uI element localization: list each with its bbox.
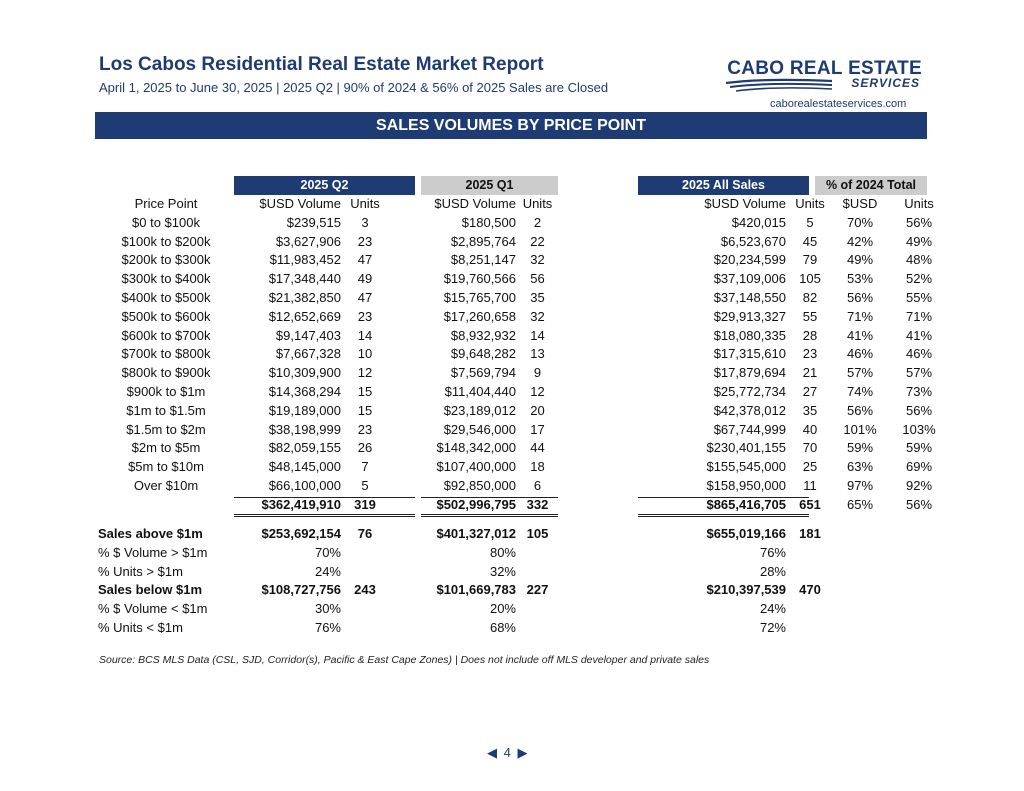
pct-usd-cell: 46%	[846, 346, 874, 362]
summary-q1u-cell: 105	[526, 526, 549, 541]
q2-volume-cell: $48,145,000	[268, 459, 341, 475]
pct-usd-cell: 41%	[846, 327, 874, 343]
total-double-rule-alla	[638, 514, 809, 515]
q2-units-cell: 15	[357, 383, 373, 399]
q1-volume-cell: $148,342,000	[436, 440, 516, 456]
pct-usd-cell: 63%	[846, 459, 874, 475]
source-note: Source: BCS MLS Data (CSL, SJD, Corridor(s), Pacific & East Cape Zones) | Does not include off MLS developer and private sales	[99, 654, 710, 666]
summary-row	[0, 600, 834, 619]
all-units-cell: 28	[802, 327, 818, 343]
q1-volume-cell: $17,260,658	[443, 308, 516, 324]
price-point-cell: $200k to $300k	[121, 252, 211, 268]
table-row	[0, 289, 952, 308]
q2-units-cell: 5	[361, 477, 369, 493]
q2-units-cell: 47	[357, 289, 373, 305]
summary-au-cell	[786, 600, 834, 619]
left-triangle-icon[interactable]: ◀	[487, 745, 497, 760]
q1-units-cell: 12	[530, 383, 545, 399]
all-volume-cell: $6,523,670	[720, 233, 786, 249]
q1-units-cell: 13	[530, 346, 545, 362]
q2-units-cell: 15	[357, 402, 373, 418]
q2-units-cell: 14	[357, 327, 373, 343]
price-point-cell: $5m to $10m	[128, 459, 204, 475]
q2-volume-cell: $239,515	[286, 214, 341, 230]
table-row	[0, 364, 952, 383]
table-row	[0, 439, 952, 458]
all-volume-cell: $20,234,599	[713, 252, 786, 268]
all-volume-cell: $67,744,999	[713, 421, 786, 437]
summary-q2v-cell: 70%	[314, 544, 341, 560]
pct-units-cell: 73%	[905, 383, 933, 399]
q2-volume-cell: $21,382,850	[268, 289, 341, 305]
summary-q2u-cell: 243	[354, 582, 376, 598]
q1-units-cell: 17	[530, 421, 545, 437]
col-pct-usd: $USD	[842, 196, 878, 211]
group-header-all-sales: 2025 All Sales	[638, 176, 809, 195]
q1-volume-cell: $8,932,932	[450, 327, 516, 343]
summary-av-cell: 76%	[759, 544, 786, 560]
q1-volume-cell: $23,189,012	[443, 402, 516, 418]
all-volume-cell: $420,015	[731, 214, 786, 230]
all-units-cell: 82	[802, 289, 818, 305]
col-q2-units: Units	[350, 196, 380, 211]
pct-units-cell: 57%	[905, 365, 933, 381]
summary-au-cell: 181	[799, 526, 821, 541]
q2-units-cell: 10	[357, 346, 373, 362]
pct-usd-cell: 70%	[846, 214, 874, 230]
pct-units-cell: 56%	[905, 214, 933, 230]
summary-q1u-cell	[516, 563, 559, 582]
all-units-cell: 5	[806, 214, 814, 230]
all-volume-cell: $17,879,694	[713, 365, 786, 381]
company-logo	[724, 58, 924, 92]
all-units-cell: 45	[802, 233, 818, 249]
table-row	[0, 251, 952, 270]
q2-units-cell: 23	[357, 308, 373, 324]
summary-row	[0, 563, 834, 582]
price-point-cell: $800k to $900k	[121, 365, 211, 381]
q1-units-cell: 32	[530, 308, 545, 324]
q1-units-cell: 56	[530, 271, 545, 287]
page-navigator	[487, 745, 527, 761]
pct-usd-cell: 74%	[846, 383, 874, 399]
logo-text-line1: CABO REAL ESTATE	[727, 58, 922, 79]
q2-volume-cell: $14,368,294	[268, 383, 341, 399]
pct-units-cell: 59%	[905, 440, 933, 456]
summary-q1v-cell: 32%	[489, 563, 516, 579]
summary-q1u-cell	[516, 600, 559, 619]
all-volume-cell: $17,315,610	[713, 346, 786, 362]
pct-usd-cell: 56%	[846, 289, 874, 305]
all-units-cell: 55	[802, 308, 818, 324]
total-double-rule-allb	[638, 516, 809, 517]
all-volume-cell: $18,080,335	[713, 327, 786, 343]
group-header-pct-2024: % of 2024 Total	[815, 176, 927, 195]
col-price-point: Price Point	[134, 196, 198, 211]
all-units-cell: 35	[802, 402, 818, 418]
all-volume-cell: $158,950,000	[706, 477, 786, 493]
q2-volume-cell: $17,348,440	[268, 271, 341, 287]
pct-usd-cell: 59%	[846, 440, 874, 456]
q1-units-cell: 14	[530, 327, 545, 343]
pct-units-cell: 52%	[905, 271, 933, 287]
all-units-cell: 40	[802, 421, 818, 437]
col-all-units: Units	[795, 196, 825, 211]
summary-av-cell: $655,019,166	[706, 526, 786, 541]
summary-q1u-cell	[516, 544, 559, 563]
all-volume-cell: $37,109,006	[713, 271, 786, 287]
q2-volume-cell: $7,667,328	[275, 346, 341, 362]
pct-units-cell: 71%	[905, 308, 933, 324]
price-point-cell: $1.5m to $2m	[126, 421, 206, 437]
price-point-cell: $2m to $5m	[131, 440, 201, 456]
pct-usd-cell: 101%	[843, 421, 877, 437]
q2-units-cell: 49	[357, 271, 373, 287]
summary-av-cell: 28%	[759, 563, 786, 579]
pct-units-cell: 69%	[905, 459, 933, 475]
q2-volume-cell: $11,983,452	[269, 252, 341, 268]
q1-volume-cell: $2,895,764	[450, 233, 516, 249]
q1-volume-cell: $9,648,282	[450, 346, 516, 362]
total-rule-q1	[421, 497, 558, 498]
summary-table	[0, 525, 834, 638]
summary-q2u-cell	[341, 600, 389, 619]
table-row	[0, 477, 952, 496]
q1-units-cell: 22	[530, 233, 545, 249]
price-point-cell: $500k to $600k	[121, 308, 211, 324]
table-row	[0, 383, 952, 402]
price-point-cell: $400k to $500k	[121, 289, 211, 305]
page-number: 4	[503, 745, 511, 760]
summary-av-cell: 24%	[759, 601, 786, 617]
q1-units-cell: 9	[533, 365, 542, 381]
pct-units-cell: 46%	[905, 346, 933, 362]
total-double-rule-q1b	[421, 516, 558, 517]
q2-volume-cell: $82,059,155	[268, 440, 341, 456]
pct-usd-cell: 57%	[846, 365, 874, 381]
summary-q1v-cell: 68%	[489, 619, 516, 635]
total-q2u-cell: 319	[354, 496, 376, 512]
q2-volume-cell: $10,309,900	[268, 365, 341, 381]
q1-units-cell: 20	[530, 402, 545, 418]
summary-q2v-cell: $108,727,756	[261, 582, 341, 598]
q2-units-cell: 23	[357, 233, 373, 249]
logo-text-line2: SERVICES	[851, 76, 920, 90]
summary-q1v-cell: $101,669,783	[436, 582, 516, 598]
summary-row	[0, 544, 834, 563]
summary-label: % $ Volume > $1m	[98, 544, 208, 560]
price-point-cell: $100k to $200k	[121, 233, 211, 249]
q2-units-cell: 23	[357, 421, 373, 437]
pct-usd-cell: 71%	[846, 308, 874, 324]
price-point-cell: $700k to $800k	[121, 346, 211, 362]
table-row	[0, 458, 952, 477]
summary-q1u-cell: 227	[526, 582, 549, 598]
q2-volume-cell: $12,652,669	[268, 308, 341, 324]
summary-q2v-cell: 76%	[314, 619, 341, 635]
summary-label: % $ Volume < $1m	[98, 601, 208, 617]
summary-q2u-cell	[341, 563, 389, 582]
total-av-cell: $865,416,705	[706, 496, 786, 512]
group-header-q2: 2025 Q2	[234, 176, 415, 195]
q2-volume-cell: $38,198,999	[268, 421, 341, 437]
table-row	[0, 233, 952, 252]
pct-units-cell: 48%	[905, 252, 933, 268]
col-q1-units: Units	[522, 196, 553, 211]
all-units-cell: 11	[803, 477, 817, 493]
col-q1-volume: $USD Volume	[434, 196, 516, 211]
total-double-rule-q2b	[234, 516, 415, 517]
total-q1u-cell: 332	[526, 496, 549, 512]
table-row	[0, 421, 952, 440]
all-volume-cell: $25,772,734	[713, 383, 786, 399]
summary-av-cell: $210,397,539	[706, 582, 786, 598]
q1-units-cell: 44	[530, 440, 545, 456]
price-point-table	[0, 195, 952, 515]
total-rule-q2	[234, 497, 415, 498]
report-title: Los Cabos Residential Real Estate Market Report	[99, 54, 544, 75]
table-row	[0, 327, 952, 346]
price-point-cell: $1m to $1.5m	[126, 402, 206, 418]
summary-q1v-cell: 20%	[489, 601, 516, 617]
summary-q2v-cell: 24%	[314, 563, 341, 579]
total-pu-cell: 56%	[905, 496, 933, 512]
q1-volume-cell: $7,569,794	[450, 365, 516, 381]
pct-usd-cell: 42%	[846, 233, 874, 249]
q2-volume-cell: $19,189,000	[268, 402, 341, 418]
report-subtitle: April 1, 2025 to June 30, 2025 | 2025 Q2 | 90% of 2024 & 56% of 2025 Sales are Closed	[99, 80, 609, 95]
pct-units-cell: 41%	[905, 327, 933, 343]
summary-av-cell: 72%	[759, 619, 786, 635]
totals-row	[0, 496, 952, 515]
q1-volume-cell: $92,850,000	[443, 477, 516, 493]
right-triangle-icon[interactable]: ▶	[517, 745, 528, 760]
q2-units-cell: 7	[361, 459, 369, 475]
summary-q2v-cell: $253,692,154	[261, 526, 341, 541]
q1-volume-cell: $8,251,147	[450, 252, 516, 268]
q2-volume-cell: $3,627,906	[275, 233, 341, 249]
summary-q1v-cell: 80%	[489, 544, 516, 560]
website-link[interactable]: caborealestateservices.com	[770, 98, 907, 110]
q2-units-cell: 47	[357, 252, 373, 268]
q1-units-cell: 32	[530, 252, 545, 268]
table-row	[0, 270, 952, 289]
q2-units-cell: 26	[357, 440, 373, 456]
summary-label: % Units < $1m	[98, 619, 183, 635]
table-row	[0, 402, 952, 421]
all-units-cell: 70	[802, 440, 818, 456]
q1-units-cell: 2	[533, 214, 542, 230]
all-volume-cell: $155,545,000	[706, 459, 786, 475]
all-volume-cell: $42,378,012	[713, 402, 786, 418]
summary-au-cell	[786, 544, 834, 563]
all-volume-cell: $230,401,155	[706, 440, 786, 456]
total-pv-cell: 65%	[846, 496, 874, 512]
total-rule-all	[638, 497, 809, 498]
summary-label: % Units > $1m	[98, 563, 183, 579]
summary-label: Sales above $1m	[98, 526, 203, 541]
all-volume-cell: $37,148,550	[713, 289, 786, 305]
price-point-cell: $0 to $100k	[132, 214, 200, 230]
summary-q2v-cell: 30%	[314, 601, 341, 617]
q2-volume-cell: $66,100,000	[268, 477, 341, 493]
summary-au-cell: 470	[799, 582, 821, 598]
total-au-cell: 651	[799, 496, 821, 512]
table-row	[0, 214, 952, 233]
price-point-cell: Over $10m	[133, 477, 199, 493]
col-all-volume: $USD Volume	[704, 196, 786, 211]
total-q1v-cell: $502,996,795	[436, 496, 516, 512]
all-units-cell: 27	[802, 383, 818, 399]
q2-units-cell: 3	[361, 214, 369, 230]
pct-units-cell: 92%	[905, 477, 933, 493]
table-row	[0, 345, 952, 364]
column-header-row	[0, 195, 952, 214]
pct-units-cell: 49%	[905, 233, 933, 249]
total-double-rule-q2a	[234, 514, 415, 515]
q1-units-cell: 6	[533, 477, 542, 493]
all-units-cell: 25	[802, 459, 818, 475]
total-q2v-cell: $362,419,910	[261, 496, 341, 512]
pct-usd-cell: 97%	[846, 477, 874, 493]
summary-q2u-cell: 76	[357, 526, 373, 541]
summary-row	[0, 525, 834, 544]
q1-volume-cell: $11,404,440	[444, 383, 516, 399]
all-volume-cell: $29,913,327	[713, 308, 786, 324]
all-units-cell: 105	[799, 271, 821, 287]
all-units-cell: 79	[802, 252, 818, 268]
q1-volume-cell: $107,400,000	[436, 459, 516, 475]
q1-volume-cell: $180,500	[461, 214, 516, 230]
q1-volume-cell: $19,760,566	[443, 271, 516, 287]
price-point-cell: $300k to $400k	[121, 271, 211, 287]
q1-units-cell: 35	[530, 289, 545, 305]
group-header-q1: 2025 Q1	[421, 176, 558, 195]
summary-q2u-cell	[341, 544, 389, 563]
all-units-cell: 21	[802, 365, 818, 381]
pct-units-cell: 103%	[902, 421, 936, 437]
summary-q2u-cell	[341, 619, 389, 638]
summary-row	[0, 581, 834, 600]
all-units-cell: 23	[802, 346, 818, 362]
table-row	[0, 308, 952, 327]
summary-q1v-cell: $401,327,012	[436, 526, 516, 541]
pct-units-cell: 55%	[905, 289, 933, 305]
pct-units-cell: 56%	[905, 402, 933, 418]
col-pct-units: Units	[904, 196, 934, 211]
summary-au-cell	[786, 619, 834, 638]
summary-q1u-cell	[516, 619, 559, 638]
totals-label-cell	[0, 496, 234, 515]
col-q2-volume: $USD Volume	[259, 196, 341, 211]
price-point-cell: $900k to $1m	[126, 383, 206, 399]
pct-usd-cell: 49%	[846, 252, 874, 268]
section-banner: SALES VOLUMES BY PRICE POINT	[95, 112, 927, 139]
summary-row	[0, 619, 834, 638]
q2-units-cell: 12	[357, 365, 373, 381]
pct-usd-cell: 53%	[846, 271, 874, 287]
pct-usd-cell: 56%	[846, 402, 874, 418]
total-double-rule-q1a	[421, 514, 558, 515]
summary-au-cell	[786, 563, 834, 582]
q1-volume-cell: $15,765,700	[443, 289, 516, 305]
summary-label: Sales below $1m	[98, 582, 203, 598]
price-point-cell: $600k to $700k	[121, 327, 211, 343]
q1-volume-cell: $29,546,000	[443, 421, 516, 437]
logo-swoosh-icon	[724, 78, 834, 92]
q2-volume-cell: $9,147,403	[275, 327, 341, 343]
q1-units-cell: 18	[530, 459, 545, 475]
